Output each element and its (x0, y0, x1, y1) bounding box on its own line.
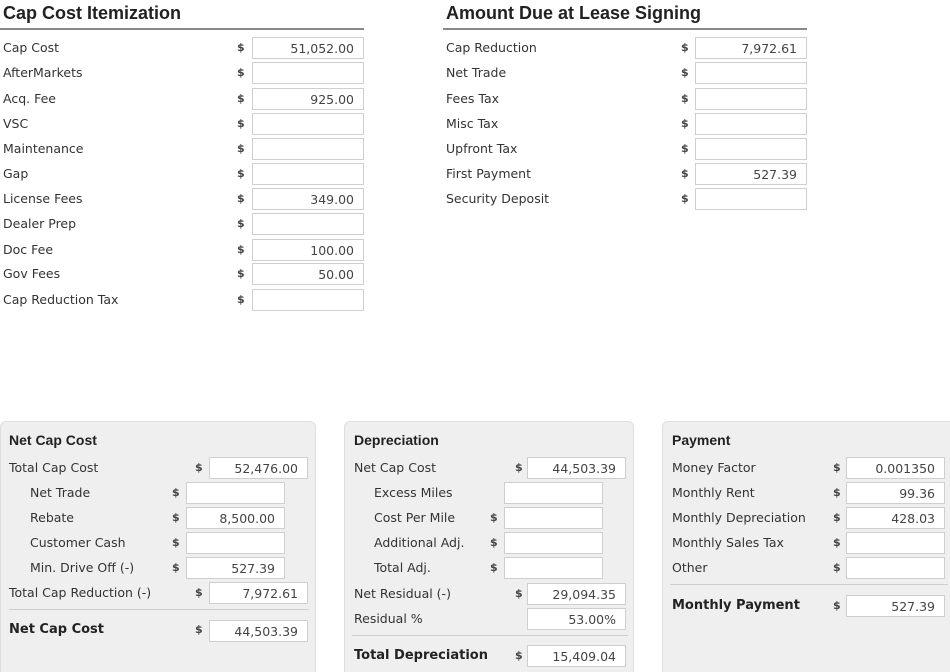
dollar-sign: $ (195, 586, 203, 599)
total-adj-input[interactable] (504, 557, 603, 579)
money-factor-label: Money Factor (672, 460, 756, 475)
first-payment-label: First Payment (446, 166, 532, 181)
dollar-sign: $ (833, 536, 841, 549)
dollar-sign: $ (237, 243, 245, 256)
monthly-payment-input[interactable]: 527.39 (846, 595, 945, 617)
net-trade-label: Net Trade (446, 65, 507, 80)
dollar-sign: $ (172, 511, 180, 524)
fees-tax-input[interactable] (695, 88, 807, 110)
net-cap-cost-total-input[interactable]: 44,503.39 (209, 620, 308, 642)
upfront-tax-input[interactable] (695, 138, 807, 160)
dollar-sign: $ (490, 561, 498, 574)
itemization-title: Cap Cost Itemization (3, 3, 182, 23)
total-cap-cost-input[interactable]: 52,476.00 (209, 457, 308, 479)
dollar-sign: $ (515, 461, 523, 474)
cap-reduction-tax-label: Cap Reduction Tax (3, 292, 119, 307)
dollar-sign: $ (195, 461, 203, 474)
gap-label: Gap (3, 166, 29, 181)
dollar-sign: $ (237, 92, 245, 105)
dollar-sign: $ (172, 486, 180, 499)
doc-fee-label: Doc Fee (3, 242, 54, 257)
net-cap-cost-total-label: Net Cap Cost (9, 622, 105, 637)
cap-reduction-tax-input[interactable] (252, 289, 364, 311)
security-deposit-input[interactable] (695, 188, 807, 210)
security-deposit-label: Security Deposit (446, 191, 550, 206)
dollar-sign: $ (490, 511, 498, 524)
net-residual-input[interactable]: 29,094.35 (527, 583, 626, 605)
dollar-sign: $ (833, 461, 841, 474)
net-cap-divider (9, 609, 309, 610)
due-title: Amount Due at Lease Signing (446, 3, 702, 23)
cap-reduction-label: Cap Reduction (446, 40, 537, 55)
due-divider (443, 28, 807, 30)
net-trade-input[interactable] (186, 482, 285, 504)
vsc-input[interactable] (252, 113, 364, 135)
cap-cost-input[interactable]: 51,052.00 (252, 37, 364, 59)
other-label: Other (672, 560, 708, 575)
cost-per-mile-input[interactable] (504, 507, 603, 529)
vsc-label: VSC (3, 116, 29, 131)
monthly-payment-label: Monthly Payment (672, 598, 800, 613)
other-input[interactable] (846, 557, 945, 579)
dollar-sign: $ (681, 192, 689, 205)
monthly-sales-tax-label: Monthly Sales Tax (672, 535, 784, 550)
fees-tax-label: Fees Tax (446, 91, 499, 106)
rebate-label: Rebate (30, 510, 75, 525)
first-payment-input[interactable]: 527.39 (695, 163, 807, 185)
rebate-input[interactable]: 8,500.00 (186, 507, 285, 529)
dollar-sign: $ (237, 142, 245, 155)
aftermarkets-label: AfterMarkets (3, 65, 83, 80)
total-cap-reduction-label: Total Cap Reduction (-) (9, 585, 152, 600)
dollar-sign: $ (833, 599, 841, 612)
dollar-sign: $ (237, 217, 245, 230)
dollar-sign: $ (681, 142, 689, 155)
monthly-depreciation-input[interactable]: 428.03 (846, 507, 945, 529)
payment-panel-title: Payment (672, 432, 731, 448)
residual-percent-input[interactable]: 53.00% (527, 608, 626, 630)
customer-cash-label: Customer Cash (30, 535, 126, 550)
dollar-sign: $ (515, 649, 523, 662)
min-drive-off-input[interactable]: 527.39 (186, 557, 285, 579)
dollar-sign: $ (833, 561, 841, 574)
net-residual-label: Net Residual (-) (354, 586, 451, 601)
additional-adj-input[interactable] (504, 532, 603, 554)
cap-cost-label: Cap Cost (3, 40, 60, 55)
dealer-prep-label: Dealer Prep (3, 216, 77, 231)
depreciation-panel-title: Depreciation (354, 432, 439, 448)
dollar-sign: $ (681, 66, 689, 79)
itemization-divider (0, 28, 364, 30)
monthly-sales-tax-input[interactable] (846, 532, 945, 554)
dep-net-cap-cost-label: Net Cap Cost (354, 460, 437, 475)
total-adj-label: Total Adj. (374, 560, 431, 575)
money-factor-input[interactable]: 0.001350 (846, 457, 945, 479)
maintenance-label: Maintenance (3, 141, 84, 156)
acq-fee-input[interactable]: 925.00 (252, 88, 364, 110)
net-cap-cost-panel-title: Net Cap Cost (9, 432, 97, 448)
dollar-sign: $ (681, 167, 689, 180)
dollar-sign: $ (172, 561, 180, 574)
monthly-depreciation-label: Monthly Depreciation (672, 510, 806, 525)
excess-miles-input[interactable] (504, 482, 603, 504)
doc-fee-input[interactable]: 100.00 (252, 239, 364, 261)
maintenance-input[interactable] (252, 138, 364, 160)
total-cap-cost-label: Total Cap Cost (9, 460, 99, 475)
excess-miles-label: Excess Miles (374, 485, 453, 500)
dollar-sign: $ (515, 587, 523, 600)
dollar-sign: $ (237, 117, 245, 130)
dollar-sign: $ (195, 623, 203, 636)
dollar-sign: $ (237, 267, 245, 280)
dollar-sign: $ (833, 511, 841, 524)
dep-net-cap-cost-input[interactable]: 44,503.39 (527, 457, 626, 479)
acq-fee-label: Acq. Fee (3, 91, 56, 106)
dollar-sign: $ (237, 66, 245, 79)
additional-adj-label: Additional Adj. (374, 535, 465, 550)
aftermarkets-input[interactable] (252, 62, 364, 84)
min-drive-off-label: Min. Drive Off (-) (30, 560, 135, 575)
dollar-sign: $ (237, 192, 245, 205)
monthly-rent-input[interactable]: 99.36 (846, 482, 945, 504)
license-fees-label: License Fees (3, 191, 83, 206)
net-trade-input[interactable] (695, 62, 807, 84)
gap-input[interactable] (252, 163, 364, 185)
dealer-prep-input[interactable] (252, 213, 364, 235)
dollar-sign: $ (172, 536, 180, 549)
dollar-sign: $ (237, 167, 245, 180)
cost-per-mile-label: Cost Per Mile (374, 510, 456, 525)
dollar-sign: $ (681, 117, 689, 130)
cap-reduction-input[interactable]: 7,972.61 (695, 37, 807, 59)
dollar-sign: $ (490, 536, 498, 549)
residual-percent-label: Residual % (354, 611, 423, 626)
gov-fees-label: Gov Fees (3, 266, 61, 281)
depreciation-divider (352, 635, 628, 636)
customer-cash-input[interactable] (186, 532, 285, 554)
license-fees-input[interactable]: 349.00 (252, 188, 364, 210)
net-trade-label: Net Trade (30, 485, 91, 500)
gov-fees-input[interactable]: 50.00 (252, 263, 364, 285)
misc-tax-input[interactable] (695, 113, 807, 135)
dollar-sign: $ (237, 293, 245, 306)
monthly-rent-label: Monthly Rent (672, 485, 755, 500)
total-cap-reduction-input[interactable]: 7,972.61 (209, 582, 308, 604)
dollar-sign: $ (681, 92, 689, 105)
dollar-sign: $ (681, 41, 689, 54)
total-depreciation-input[interactable]: 15,409.04 (527, 645, 626, 667)
dollar-sign: $ (237, 41, 245, 54)
upfront-tax-label: Upfront Tax (446, 141, 518, 156)
total-depreciation-label: Total Depreciation (354, 648, 488, 663)
payment-divider (670, 584, 948, 585)
dollar-sign: $ (833, 486, 841, 499)
misc-tax-label: Misc Tax (446, 116, 499, 131)
